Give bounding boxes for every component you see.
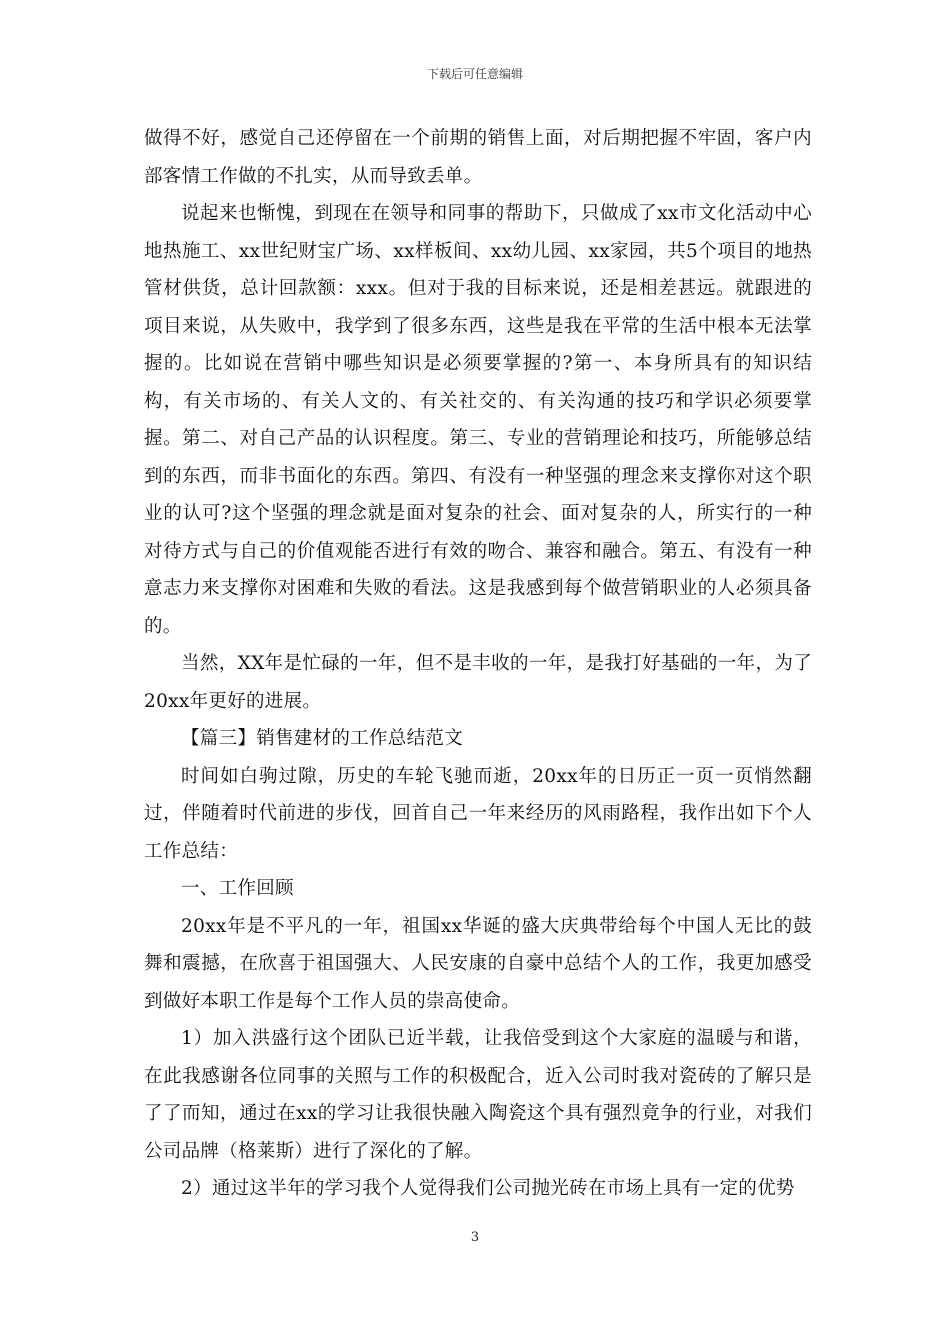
paragraph: 2）通过这半年的学习我个人觉得我们公司抛光砖在市场上具有一定的优势 (181, 1178, 795, 1199)
page-number: 3 (470, 1230, 480, 1245)
paragraph: 当然，XX年是忙碌的一年，但不是丰收的一年，是我打好基础的一年，为了20xx年更好的进展。 (144, 653, 812, 712)
document-body (144, 120, 812, 1208)
page-header: 下载后可任意编辑 (426, 67, 523, 81)
paragraph: 20xx年是不平凡的一年，祖国xx华诞的盛大庆典带给每个中国人无比的鼓舞和震撼，在欣喜于祖国强大、人民安康的自豪中总结个人的工作，我更加感受到做好本职工作是每个工作人员的崇高使命。 (144, 915, 812, 1012)
paragraph: 说起来也惭愧，到现在在领导和同事的帮助下，只做成了xx市文化活动中心地热施工、xx世纪财宝广场、xx样板间、xx幼儿园、xx家园，共5个项目的地热管材供货，总计回款额：xxx。但对于我的目标来说，还是相差甚远。就跟进的项目来说，从失败中，我学到了很多东西，这些是我在平常的生活中根本无法掌握的。比如说在营销中哪些知识是必须要掌握的?第一、本身所具有的知识结构，有关市场的、有关人文的、有关社交的、有关沟通的技巧和学识必须要掌握。第二、对自己产品的认识程度。第三、专业的营销理论和技巧，所能够总结到的东西，而非书面化的东西。第四、有没有一种坚强的理念来支撑你对这个职业的认可?这个坚强的理念就是面对复杂的社会、面对复杂的人，所实行的一种对待方式与自己的价值观能否进行有效的吻合、兼容和融合。第五、有没有一种意志力来支撑你对困难和失败的看法。这是我感到每个做营销职业的人必须具备的。 (144, 203, 812, 637)
paragraph: 1）加入洪盛行这个团队已近半载，让我倍受到这个大家庭的温暖与和谐，在此我感谢各位同事的关照与工作的积极配合，近入公司时我对瓷砖的了解只是了了而知，通过在xx的学习让我很快融入陶瓷这个具有强烈竟争的行业，对我们公司品牌（格莱斯）进行了深化的了解。 (144, 1028, 812, 1162)
paragraph: 做得不好，感觉自己还停留在一个前期的销售上面，对后期把握不牢固，客户内部客情工作做的不扎实，从而导致丢单。 (144, 128, 812, 187)
paragraph: 时间如白驹过隙，历史的车轮飞驰而逝，20xx年的日历正一页一页悄然翻过，伴随着时代前进的步伐，回首自己一年来经历的风雨路程，我作出如下个人工作总结： (144, 765, 812, 862)
subsection-heading: 一、工作回顾 (181, 878, 294, 899)
section-heading: 【篇三】销售建材的工作总结范文 (181, 728, 464, 749)
